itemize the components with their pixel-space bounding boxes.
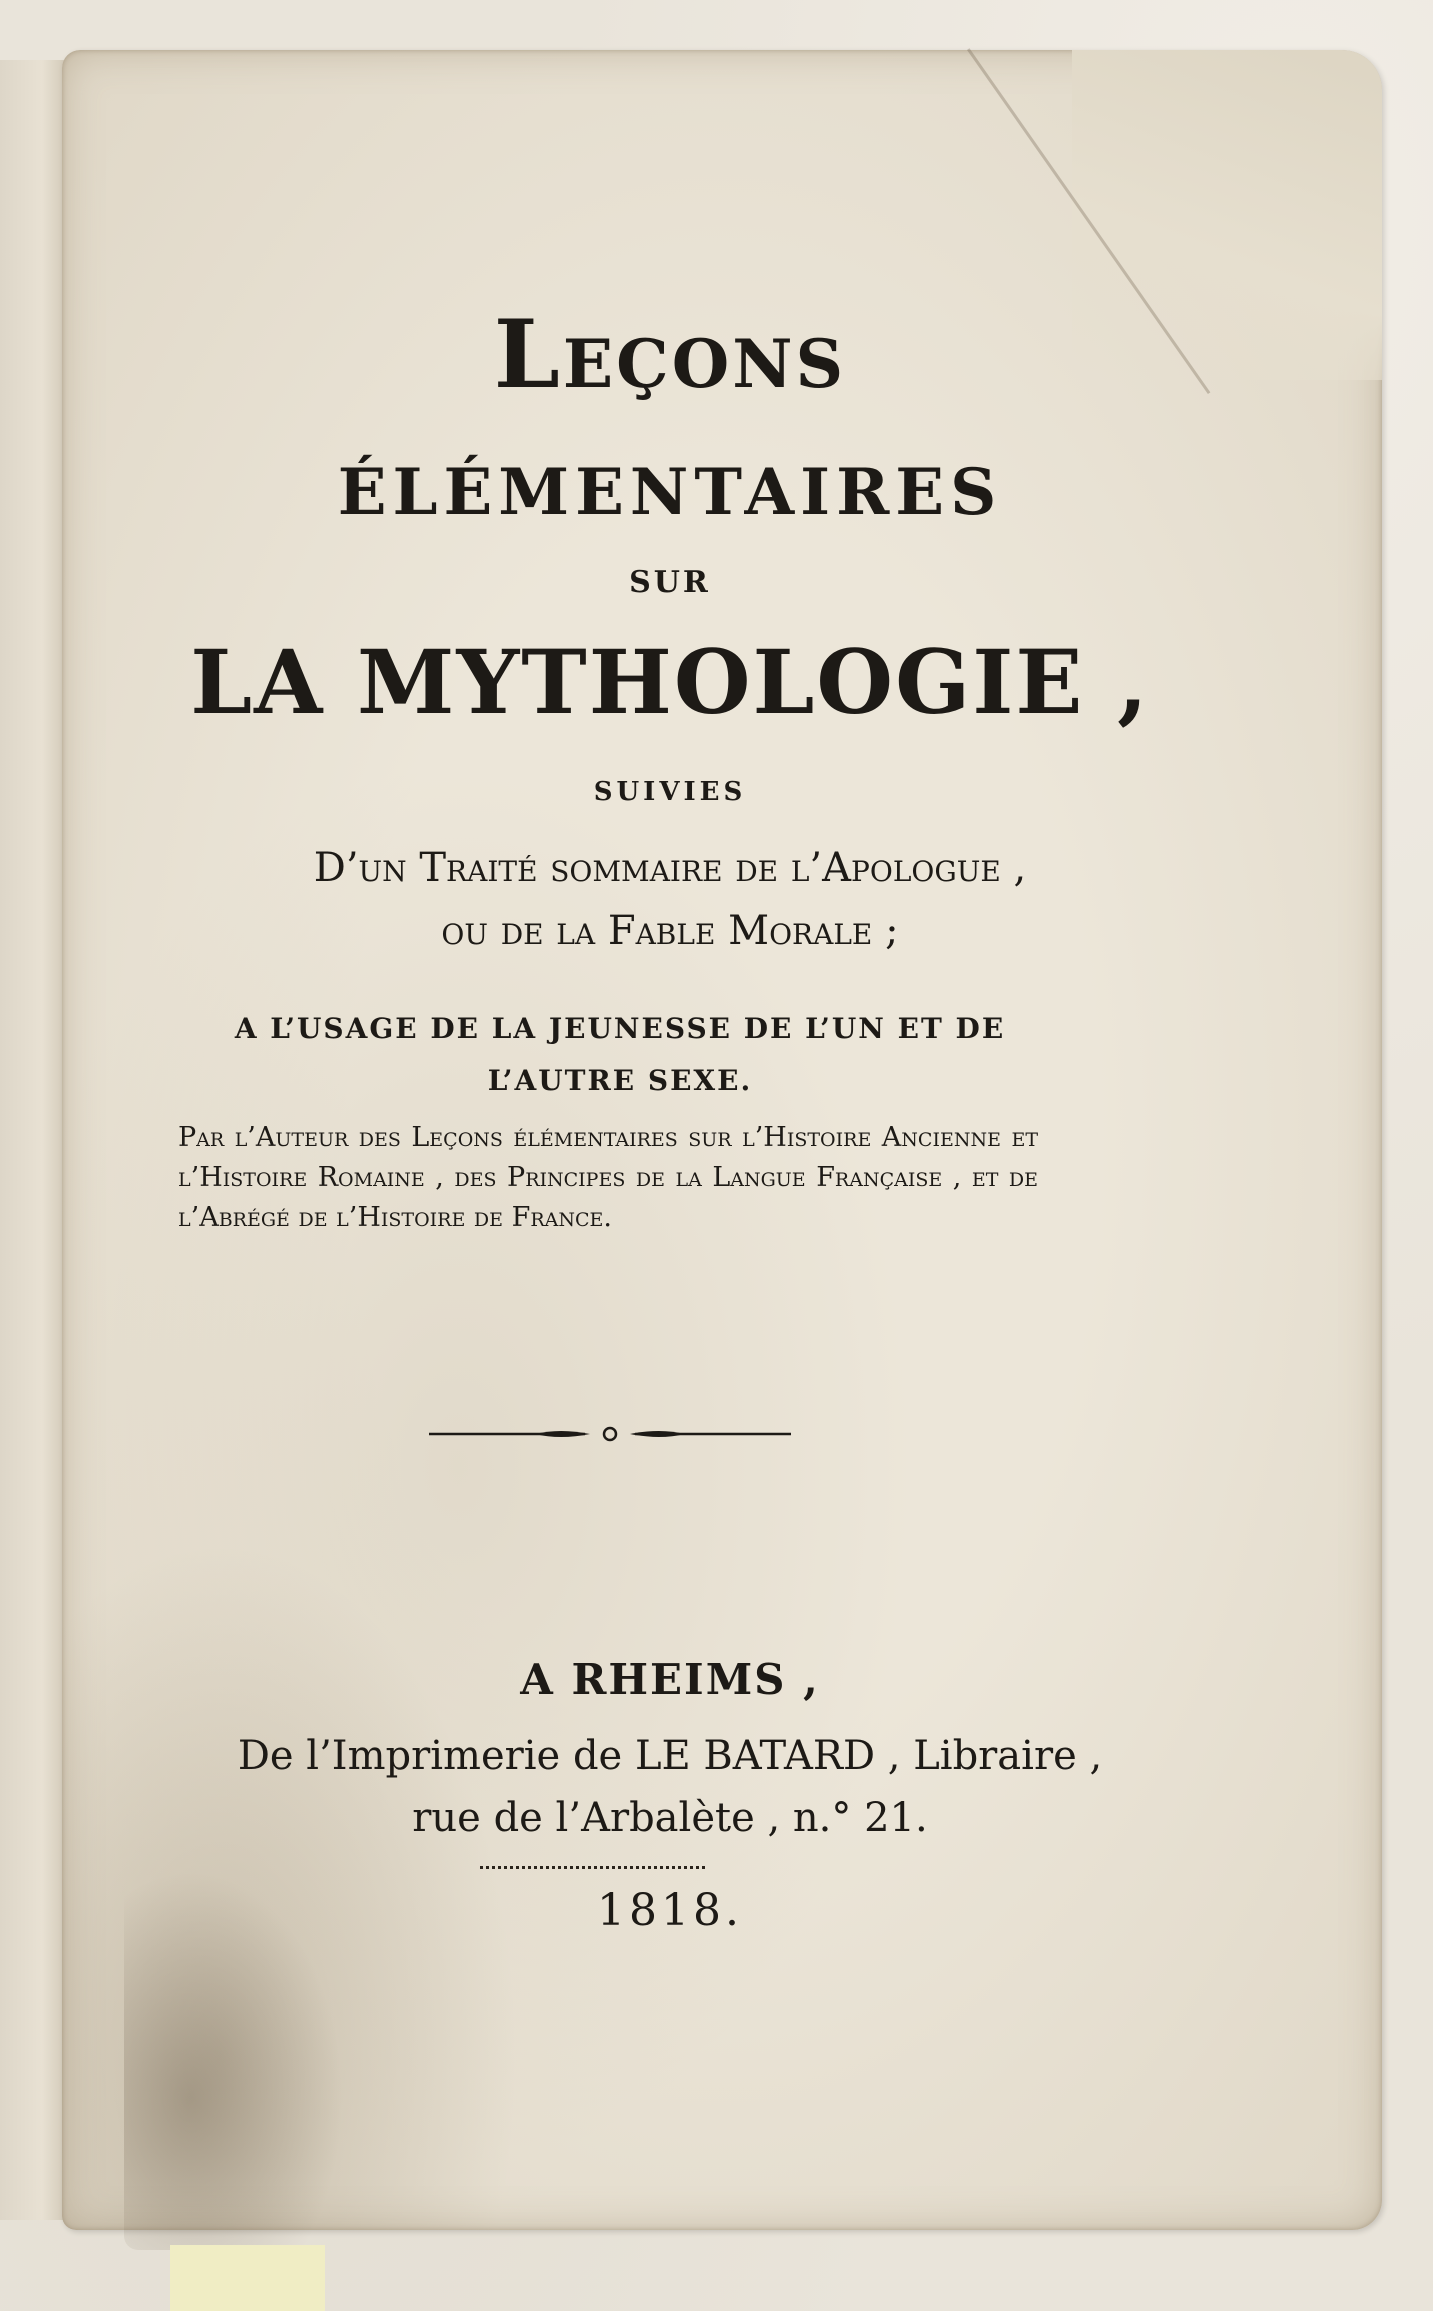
treatise-line-1: D’un Traité sommaire de l’Apologue , [313, 845, 1027, 891]
audience-line: A L’USAGE DE LA JEUNESSE DE L’UN ET DE L’AUTRE SEXE. [234, 1012, 1006, 1097]
ornamental-rule [425, 1422, 795, 1446]
treatise-line-2: ou de la Fable Morale ; [441, 908, 899, 954]
book-title: Leçons [493, 300, 847, 410]
printer-address: rue de l’Arbalète , n.° 21. [412, 1795, 928, 1841]
main-subject-title: LA MYTHOLOGIE , [190, 630, 1150, 734]
printer-line: De l’Imprimerie de LE BATARD , Libraire , [237, 1733, 1103, 1779]
bookmark-tab [170, 2245, 325, 2311]
preposition-line: SUR [629, 565, 711, 600]
publication-year: 1818. [597, 1885, 743, 1936]
previous-page-edge [0, 60, 70, 2220]
continuation-line: SUIVIES [593, 777, 747, 807]
publication-city: A RHEIMS , [520, 1655, 820, 1704]
dotted-rule [480, 1866, 705, 1875]
book-subtitle: ÉLÉMENTAIRES [337, 455, 1003, 530]
author-attribution: Par l’Auteur des Leçons élémentaires sur l’Histoire Ancienne et l’Histoire Romaine , des Principes de la Langue Française , et de l’Abrégé de l’Histoire de France. [178, 1122, 1038, 1233]
